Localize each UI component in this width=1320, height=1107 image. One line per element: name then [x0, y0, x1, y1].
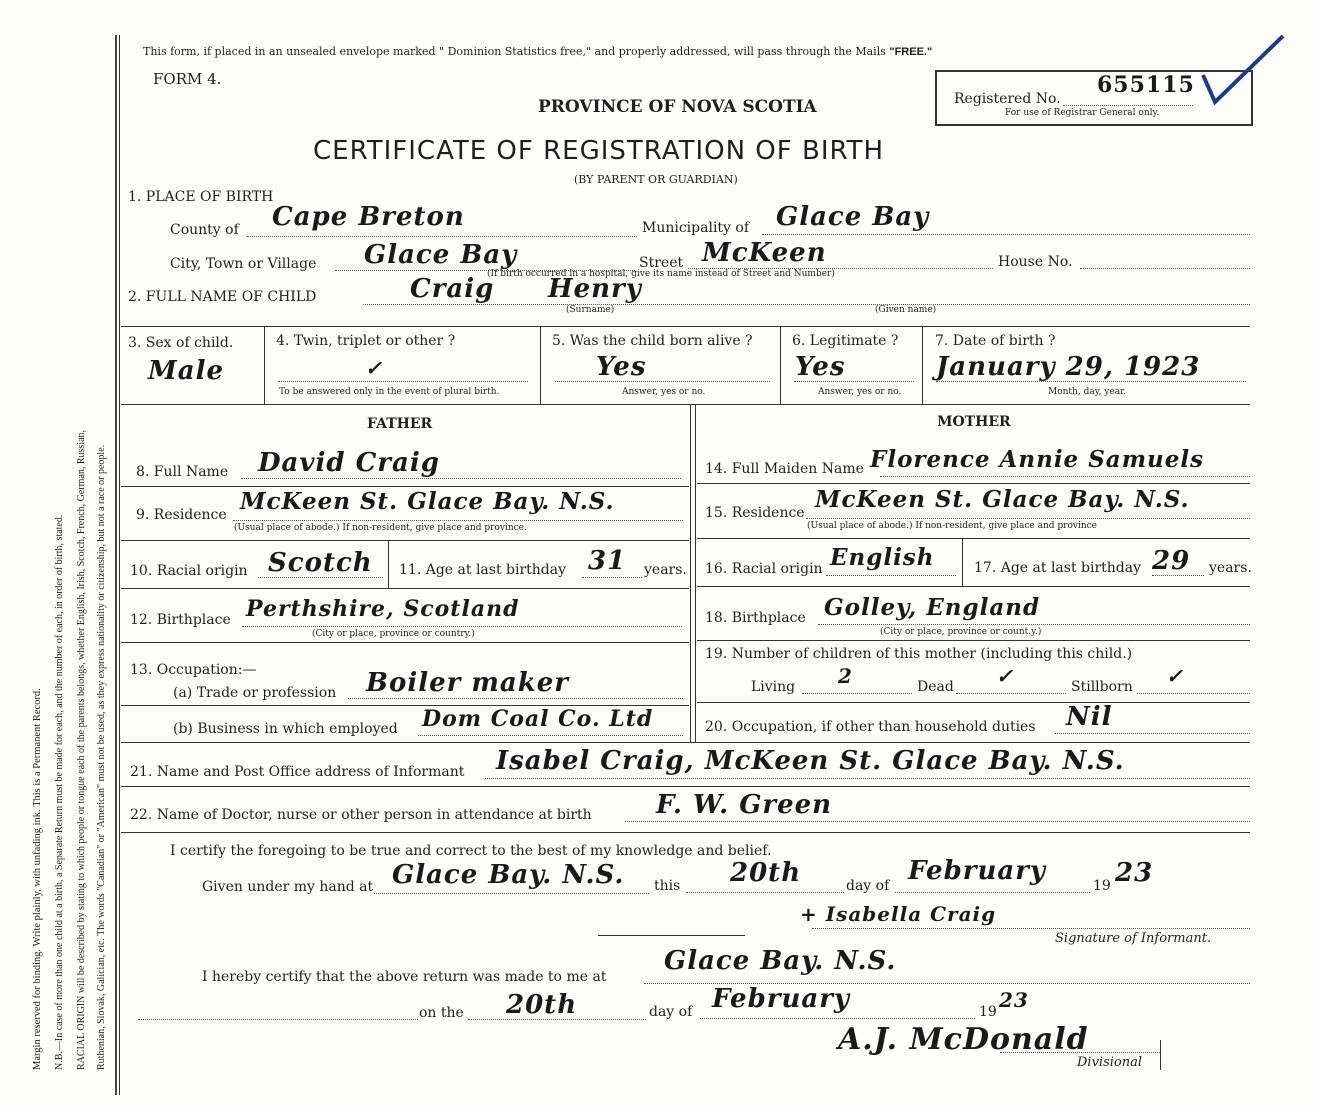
mother-birthplace-note: (City or place, province or count.y.) [880, 627, 1042, 637]
stillborn-line [1137, 693, 1250, 694]
signature-mark [1160, 1040, 1161, 1070]
father-age-line [582, 577, 642, 578]
mother-occupation-line [1055, 733, 1250, 734]
mother-heading: MOTHER [937, 414, 1011, 430]
registrar-place-value[interactable]: Glace Bay. N.S. [664, 946, 897, 976]
dob-value[interactable]: January 29, 1923 [936, 352, 1201, 382]
registrar-year-prefix: 19 [979, 1004, 997, 1020]
mother-residence-value[interactable]: McKeen St. Glace Bay. N.S. [815, 486, 1190, 513]
mother-age-unit: years. [1209, 560, 1252, 576]
registrar-on-label: on the [419, 1005, 464, 1021]
hospital-note: (If birth occurred in a hospital, give its name instead of Street and Number) [487, 269, 835, 279]
mother-birthplace-label: 18. Birthplace [705, 610, 806, 626]
informant-value[interactable]: Isabel Craig, McKeen St. Glace Bay. N.S. [496, 746, 1125, 776]
divisional-label: Divisional [1077, 1055, 1143, 1070]
living-value[interactable]: 2 [838, 664, 853, 688]
mother-age-label: 17. Age at last birthday [974, 560, 1142, 576]
margin-note-3: RACIAL ORIGIN will be described by stating to which people or tongue each of the parents belongs, whether English, Irish, Scotch, French, German, Russian, [76, 429, 87, 1070]
father-birthplace-label: 12. Birthplace [130, 612, 231, 628]
registrar-year-value[interactable]: 23 [999, 988, 1029, 1012]
row-rule [121, 540, 689, 541]
dob-label: 7. Date of birth ? [935, 333, 1056, 349]
twin-value[interactable]: ✓ [365, 356, 383, 380]
signature-line [598, 935, 745, 936]
mother-birthplace-value[interactable]: Golley, England [824, 594, 1041, 621]
child-name-label: 2. FULL NAME OF CHILD [128, 289, 317, 305]
this-label: this [654, 878, 681, 894]
father-residence-value[interactable]: McKeen St. Glace Bay. N.S. [240, 488, 615, 515]
child-surname[interactable]: Craig [410, 274, 495, 304]
parents-divider-inner [695, 404, 696, 742]
given-day-value[interactable]: 20th [730, 858, 802, 888]
father-residence-line [233, 520, 683, 521]
business-label: (b) Business in which employed [173, 721, 398, 737]
city-value[interactable]: Glace Bay [364, 240, 518, 270]
row-rule [697, 483, 1250, 484]
document-subtitle: (BY PARENT OR GUARDIAN) [574, 173, 738, 186]
twin-line [278, 381, 528, 382]
street-label: Street [639, 255, 684, 271]
given-year-prefix: 19 [1093, 878, 1111, 894]
col-rule [540, 326, 541, 404]
registrar-month-value[interactable]: February [712, 984, 851, 1014]
row-rule [121, 326, 1250, 327]
father-name-value[interactable]: David Craig [258, 448, 440, 478]
county-line [247, 236, 637, 237]
registrar-line [138, 1019, 418, 1020]
house-line [1080, 268, 1250, 269]
mother-race-value[interactable]: English [830, 544, 935, 571]
informant-signature-line [812, 928, 1250, 929]
father-race-value[interactable]: Scotch [268, 548, 373, 578]
county-value[interactable]: Cape Breton [272, 202, 465, 232]
mother-name-value[interactable]: Florence Annie Samuels [870, 446, 1205, 473]
father-name-label: 8. Full Name [136, 464, 229, 480]
row-rule [697, 586, 1250, 587]
mother-residence-note: (Usual place of abode.) If non-resident, give place and province [807, 521, 1098, 531]
informant-signature[interactable]: + Isabella Craig [800, 902, 997, 926]
registrar-note: For use of Registrar General only. [1005, 108, 1160, 118]
row-rule [697, 538, 1250, 539]
father-residence-label: 9. Residence [136, 507, 227, 523]
mail-free: "FREE." [889, 46, 933, 58]
alive-line [555, 381, 770, 382]
father-birthplace-value[interactable]: Perthshire, Scotland [246, 596, 520, 622]
sex-value[interactable]: Male [148, 356, 225, 386]
registered-line [1063, 105, 1193, 106]
mother-race-label: 16. Racial origin [705, 561, 823, 577]
given-month-line [895, 892, 1090, 893]
father-residence-note: (Usual place of abode.) If non-resident, give place and province. [234, 523, 527, 533]
given-day-line [686, 892, 844, 893]
col-rule [962, 538, 963, 586]
registrar-day-value[interactable]: 20th [506, 990, 578, 1020]
province-heading: PROVINCE OF NOVA SCOTIA [538, 97, 817, 117]
dead-line [956, 693, 1066, 694]
father-race-label: 10. Racial origin [130, 563, 248, 579]
trade-value[interactable]: Boiler maker [366, 668, 569, 698]
registered-number: 655115 [1097, 72, 1195, 98]
legitimate-label: 6. Legitimate ? [792, 333, 899, 349]
mother-race-line [826, 575, 956, 576]
alive-value[interactable]: Yes [596, 352, 647, 382]
mail-notice-text: This form, if placed in an unsealed envelope marked " Dominion Statistics free," and properly addressed, will pass through the Mails [143, 45, 886, 58]
mother-name-label: 14. Full Maiden Name [705, 461, 864, 477]
child-given-name[interactable]: Henry [548, 274, 642, 304]
given-month-value[interactable]: February [908, 856, 1047, 886]
occupation-label: 13. Occupation:— [130, 662, 257, 678]
registered-label: Registered No. [954, 91, 1061, 107]
municipality-line [762, 234, 1250, 235]
margin-note-2: N.B.—In case of more than one child at a birth, a Separate Return must be made for each, and the number of each, in order of birth, stated. [54, 514, 65, 1070]
alive-note: Answer, yes or no. [622, 387, 706, 397]
dead-label: Dead [917, 679, 954, 695]
col-rule [780, 326, 781, 404]
document-title: CERTIFICATE OF REGISTRATION OF BIRTH [313, 136, 885, 166]
surname-note: (Surname) [566, 305, 615, 315]
municipality-label: Municipality of [642, 220, 750, 236]
father-heading: FATHER [367, 416, 433, 432]
city-label: City, Town or Village [170, 256, 317, 272]
informant-label: 21. Name and Post Office address of Informant [130, 764, 465, 780]
children-label: 19. Number of children of this mother (including this child.) [705, 646, 1133, 662]
margin-rule [115, 35, 117, 1095]
col-rule [264, 326, 265, 404]
stillborn-value[interactable]: ✓ [1166, 664, 1184, 688]
checkmark-icon [1195, 30, 1290, 105]
registrar-day-of-label: day of [649, 1004, 693, 1020]
given-place-value[interactable]: Glace Bay. N.S. [392, 860, 625, 890]
trade-line [348, 698, 683, 699]
margin-note-1: Margin reserved for binding. Write plainly, with unfading ink. This is a Permanent Record. [32, 688, 43, 1070]
given-label: Given under my hand at [202, 879, 374, 895]
row-rule [121, 832, 1250, 833]
mother-birthplace-line [818, 624, 1250, 625]
mother-occupation-label: 20. Occupation, if other than household duties [705, 719, 1036, 735]
living-line [802, 693, 912, 694]
twin-note: To be answered only in the event of plural birth. [279, 387, 500, 397]
mother-name-line [880, 476, 1250, 477]
doctor-line [625, 821, 1250, 822]
row-rule [121, 786, 1250, 787]
mother-residence-line [806, 518, 1250, 519]
father-age-unit: years. [644, 562, 687, 578]
sex-label: 3. Sex of child. [128, 335, 234, 351]
legitimate-note: Answer, yes or no. [818, 387, 902, 397]
municipality-value[interactable]: Glace Bay [776, 202, 930, 232]
mother-age-value[interactable]: 29 [1152, 546, 1191, 576]
row-rule [121, 486, 689, 487]
father-birthplace-line [242, 626, 682, 627]
row-rule [121, 404, 1250, 405]
given-year-value[interactable]: 23 [1115, 858, 1154, 888]
row-rule [121, 588, 689, 589]
row-rule [121, 742, 1250, 743]
informant-line [485, 778, 1250, 779]
mail-notice [143, 45, 932, 58]
father-age-label: 11. Age at last birthday [399, 562, 567, 578]
row-rule [697, 640, 1250, 641]
dead-value[interactable]: ✓ [996, 664, 1014, 688]
row-rule [121, 642, 689, 643]
legitimate-value[interactable]: Yes [795, 352, 846, 382]
margin-note-4: Ruthenian, Slovak, Galician, etc. The words "Canadian" or "American" must not be used, as they express nationality or citizenship, but not a race or people. [96, 444, 107, 1070]
signature-label: Signature of Informant. [1055, 931, 1212, 946]
house-label: House No. [998, 254, 1073, 270]
county-label: County of [170, 222, 239, 238]
dob-note: Month, day, year. [1048, 387, 1127, 397]
parents-divider [690, 404, 691, 742]
alive-label: 5. Was the child born alive ? [552, 333, 753, 349]
registrar-month-line [700, 1018, 975, 1019]
father-age-value[interactable]: 31 [588, 546, 627, 576]
father-name-line [241, 478, 681, 479]
child-name-line [363, 304, 1250, 305]
given-name-note: (Given name) [875, 305, 937, 315]
trade-label: (a) Trade or profession [173, 685, 337, 701]
col-rule [388, 540, 389, 588]
stillborn-label: Stillborn [1071, 679, 1133, 695]
twin-label: 4. Twin, triplet or other ? [276, 333, 456, 349]
doctor-value[interactable]: F. W. Green [656, 790, 833, 820]
registrar-signature[interactable]: A.J. McDonald [838, 1022, 1089, 1057]
given-day-of-label: day of [846, 878, 890, 894]
place-heading: 1. PLACE OF BIRTH [128, 189, 274, 205]
registrar-statement: I hereby certify that the above return was made to me at [202, 969, 607, 985]
row-rule [697, 702, 1250, 703]
street-value[interactable]: McKeen [702, 238, 827, 268]
business-value[interactable]: Dom Coal Co. Ltd [422, 706, 654, 732]
father-birthplace-note: (City or place, province or country.) [312, 629, 475, 639]
col-rule [922, 326, 923, 404]
form-number: FORM 4. [153, 70, 222, 88]
margin-rule-inner [119, 35, 120, 1095]
registrar-signature-line [1000, 1052, 1160, 1053]
living-label: Living [751, 679, 796, 695]
certify-statement: I certify the foregoing to be true and correct to the best of my knowledge and belief. [170, 843, 772, 859]
mother-occupation-value[interactable]: Nil [1066, 702, 1113, 732]
doctor-label: 22. Name of Doctor, nurse or other person in attendance at birth [130, 807, 592, 823]
street-line [688, 268, 993, 269]
mother-residence-label: 15. Residence [705, 505, 805, 521]
business-line [418, 735, 683, 736]
given-place-line [374, 893, 649, 894]
